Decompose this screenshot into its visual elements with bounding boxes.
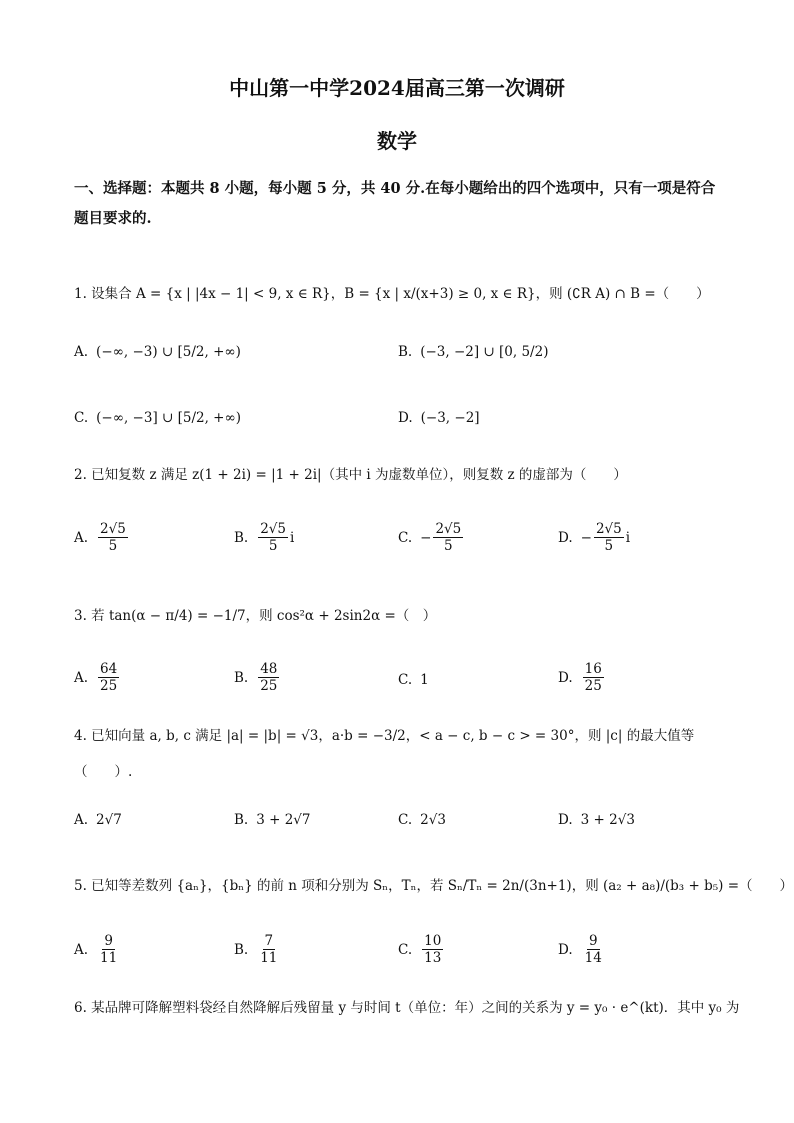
option-label: D. — [558, 812, 573, 828]
option-label: B. — [398, 344, 413, 360]
question-6-stem: 6. 某品牌可降解塑料袋经自然降解后残留量 y 与时间 t（单位：年）之间的关系为 y = y₀ · e^(kt)．其中 y₀ 为 — [74, 1000, 740, 1016]
numerator: 7 — [264, 933, 274, 949]
minus-sign: − — [420, 529, 432, 546]
question-5-stem: 5. 已知等差数列 {aₙ}，{bₙ} 的前 n 项和分别为 Sₙ，Tₙ，若 Sₙ/Tₙ = 2n/(3n+1)，则 (a₂ + a₈)/(b₃ + b₅) =（ ） — [74, 878, 794, 894]
denominator: 14 — [584, 950, 602, 967]
numerator: 2√5 — [595, 521, 622, 537]
minus-sign: − — [580, 529, 592, 546]
numerator: 64 — [100, 661, 118, 677]
fraction — [583, 662, 604, 693]
question-4-stem-line1: 4. 已知向量 a, b, c 满足 |a| = |b| = √3，a·b = −3/2，< a − c, b − c > = 30°，则 |c| 的最大值等 — [74, 728, 695, 744]
numerator: 9 — [588, 933, 598, 949]
option-text: 2√3 — [420, 812, 446, 828]
q1-option-b — [398, 344, 548, 360]
option-label: D. — [558, 941, 573, 958]
numerator: 48 — [260, 661, 278, 677]
fraction — [258, 934, 279, 965]
numerator: 9 — [104, 933, 113, 949]
denominator: 5 — [444, 538, 453, 555]
option-label: C. — [398, 812, 413, 828]
option-label: D. — [398, 410, 413, 426]
option-label: B. — [234, 812, 249, 828]
option-label: D. — [558, 669, 573, 686]
denominator: 5 — [268, 538, 278, 555]
option-text: 2√7 — [96, 812, 122, 828]
option-label: B. — [234, 669, 249, 686]
denominator: 25 — [100, 678, 118, 695]
denominator: 5 — [108, 538, 118, 555]
option-label: A. — [74, 669, 89, 686]
denominator: 11 — [100, 950, 118, 967]
fraction — [98, 662, 119, 693]
option-label: B. — [234, 529, 249, 546]
exam-title: 中山第一中学2024届高三第一次调研 — [229, 76, 565, 100]
option-text: 3 + 2√7 — [256, 812, 311, 828]
q1-option-d — [398, 410, 480, 426]
denominator: 13 — [424, 950, 442, 967]
option-text: 1 — [420, 672, 429, 688]
option-label: C. — [74, 410, 89, 426]
option-label: C. — [398, 941, 413, 958]
q2-option-c — [398, 522, 465, 553]
fraction — [258, 522, 288, 553]
q5-option-d — [558, 934, 606, 965]
numerator: 2√5 — [260, 521, 286, 537]
q3-option-b — [234, 662, 281, 693]
q4-option-c — [398, 812, 446, 828]
fraction — [258, 662, 279, 693]
option-label: C. — [398, 672, 413, 688]
exam-subject: 数学 — [377, 129, 417, 153]
fraction — [594, 522, 624, 553]
option-text: (−3, −2] ∪ [0, 5/2) — [420, 344, 549, 360]
option-text: 3 + 2√3 — [580, 812, 635, 828]
option-text: (−3, −2] — [420, 410, 480, 426]
denominator: 25 — [260, 678, 278, 695]
fraction — [98, 522, 128, 553]
option-label: A. — [74, 812, 89, 828]
q4-option-a — [74, 812, 122, 828]
q5-option-b — [234, 934, 281, 965]
option-label: D. — [558, 529, 573, 546]
q2-option-d — [558, 522, 630, 553]
option-text: (−∞, −3] ∪ [5/2, +∞) — [96, 410, 242, 426]
imaginary-unit: i — [290, 529, 295, 546]
q3-option-d — [558, 662, 606, 693]
denominator: 11 — [260, 950, 278, 967]
option-label: B. — [234, 941, 249, 958]
fraction — [433, 522, 463, 553]
q4-option-b — [234, 812, 310, 828]
denominator: 5 — [604, 538, 614, 555]
q4-option-d — [558, 812, 635, 828]
option-label: C. — [398, 529, 413, 546]
q3-option-a — [74, 662, 121, 693]
question-4-stem-line2: （ ）. — [74, 764, 133, 780]
q2-option-a — [74, 522, 130, 553]
numerator: 10 — [424, 933, 442, 949]
question-3-stem: 3. 若 tan(α − π/4) = −1/7，则 cos²α + 2sin2α =（ ） — [74, 608, 437, 624]
question-1-stem: 1. 设集合 A = {x | |4x − 1| < 9, x ∈ R}，B = {x | x/(x+3) ≥ 0, x ∈ R}，则 (∁R A) ∩ B =（ ） — [74, 286, 710, 302]
fraction — [98, 934, 119, 965]
question-2-stem: 2. 已知复数 z 满足 z(1 + 2i) = |1 + 2i|（其中 i 为虚数单位），则复数 z 的虚部为（ ） — [74, 467, 627, 483]
numerator: 2√5 — [100, 521, 126, 537]
numerator: 2√5 — [435, 521, 462, 537]
option-label: A. — [74, 344, 89, 360]
option-text: (−∞, −3) ∪ [5/2, +∞) — [96, 344, 241, 360]
denominator: 25 — [584, 678, 602, 695]
fraction — [583, 934, 604, 965]
q5-option-c — [398, 934, 445, 965]
imaginary-unit: i — [625, 529, 631, 546]
q5-option-a — [74, 934, 121, 965]
fraction — [422, 934, 443, 965]
section-heading: 一、选择题：本题共 8 小题，每小题 5 分，共 40 分.在每小题给出的四个选项中，只有一项是符合题目要求的. — [74, 180, 716, 227]
numerator: 16 — [584, 661, 602, 677]
q2-option-b — [234, 522, 294, 553]
q1-option-a — [74, 344, 241, 360]
q3-option-c — [398, 672, 429, 688]
option-label: A. — [74, 941, 89, 958]
q1-option-c — [74, 410, 241, 426]
option-label: A. — [74, 529, 89, 546]
